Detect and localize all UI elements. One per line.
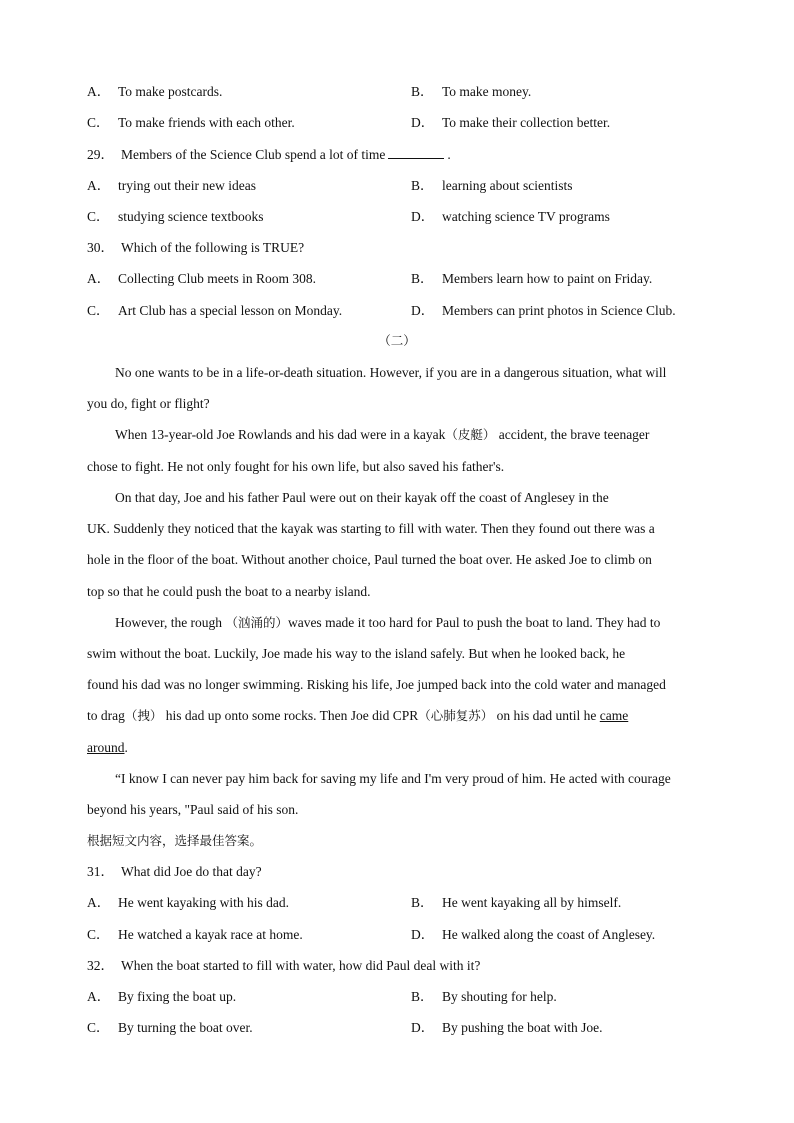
gloss-text: （拽） <box>124 708 163 723</box>
q31-option-a <box>87 894 289 912</box>
q30-option-d <box>411 302 676 320</box>
option-label: A． <box>87 989 111 1004</box>
passage-p2-line2: chose to fight. He not only fought for his own life, but also saved his father's. <box>87 459 505 474</box>
question-text: What did Joe do that day? <box>121 864 262 879</box>
passage-text: However, the rough <box>115 615 226 630</box>
option-label: B． <box>411 178 434 193</box>
option-label: D． <box>411 115 435 130</box>
passage-text: When 13-year-old Joe Rowlands and his dad were in a kayak <box>115 427 446 442</box>
passage-p5-line2: beyond his years, "Paul said of his son. <box>87 802 299 817</box>
option-text: To make postcards. <box>118 84 223 99</box>
passage-p4-line2: swim without the boat. Luckily, Joe made his way to the island safely. But when he looked back, he <box>87 646 626 661</box>
q28-option-c <box>87 114 295 132</box>
option-text: By turning the boat over. <box>118 1020 253 1035</box>
option-label: C． <box>87 1020 110 1035</box>
option-text: By shouting for help. <box>442 989 557 1004</box>
option-label: D． <box>411 927 435 942</box>
option-text: By fixing the boat up. <box>118 989 237 1004</box>
question-text: Which of the following is TRUE? <box>121 240 305 255</box>
option-label: B． <box>411 84 434 99</box>
q31-option-d <box>411 926 655 944</box>
passage-p1-line1: No one wants to be in a life-or-death situation. However, if you are in a dangerous situation, what will <box>115 365 667 380</box>
option-label: A． <box>87 178 111 193</box>
option-label: C． <box>87 115 110 130</box>
option-text: To make their collection better. <box>442 115 611 130</box>
passage-p2-line1 <box>87 426 737 444</box>
q29-stem <box>87 146 451 164</box>
passage-text: on his dad until he <box>493 708 600 723</box>
q32-stem <box>87 957 480 975</box>
option-text: Art Club has a special lesson on Monday. <box>118 303 343 318</box>
question-number: 29． <box>87 147 114 162</box>
q32-option-b <box>411 988 557 1006</box>
option-label: D． <box>411 303 435 318</box>
option-text: He went kayaking with his dad. <box>118 895 289 910</box>
passage-p4-line4 <box>87 707 709 725</box>
option-text: studying science textbooks <box>118 209 264 224</box>
gloss-text: （心肺复苏） <box>418 708 494 723</box>
q29-option-b <box>411 177 572 195</box>
option-text: To make money. <box>442 84 532 99</box>
q30-option-c <box>87 302 342 320</box>
q28-option-a <box>87 83 222 101</box>
passage-text: his dad up onto some rocks. Then Joe did CPR <box>162 708 419 723</box>
passage-p4-line1 <box>87 614 737 632</box>
passage-p3-line3: hole in the floor of the boat. Without another choice, Paul turned the boat over. He asked Joe to climb on <box>87 552 652 567</box>
q32-option-a <box>87 988 236 1006</box>
passage-p4-line5 <box>87 739 709 757</box>
passage-p5-line1: “I know I can never pay him back for saving my life and I'm very proud of him. He acted with courage <box>115 771 671 786</box>
q32-option-c <box>87 1019 253 1037</box>
question-end: . <box>447 147 451 162</box>
option-text: trying out their new ideas <box>118 178 256 193</box>
option-text: Collecting Club meets in Room 308. <box>118 271 316 286</box>
q31-option-c <box>87 926 303 944</box>
option-label: B． <box>411 895 434 910</box>
underlined-phrase: around <box>87 740 125 755</box>
option-label: C． <box>87 927 110 942</box>
passage-text: waves made it too hard for Paul to push the boat to land. They had to <box>287 615 661 630</box>
passage-p1-line2: you do, fight or flight? <box>87 396 210 411</box>
q31-stem <box>87 863 262 881</box>
q32-option-d <box>411 1019 603 1037</box>
question-number: 30． <box>87 240 114 255</box>
q29-option-d <box>411 208 610 226</box>
option-label: C． <box>87 209 110 224</box>
option-label: C． <box>87 303 110 318</box>
option-text: Members learn how to paint on Friday. <box>442 271 653 286</box>
option-text: watching science TV programs <box>442 209 610 224</box>
underlined-phrase: came <box>599 708 629 723</box>
answer-blank <box>388 146 444 159</box>
option-label: A． <box>87 271 111 286</box>
passage-text: to drag <box>87 708 125 723</box>
option-label: D． <box>411 209 435 224</box>
instruction: 根据短文内容，选择最佳答案。 <box>87 833 263 848</box>
option-text: Members can print photos in Science Club. <box>442 303 676 318</box>
option-text: learning about scientists <box>442 178 573 193</box>
passage-p3-line4: top so that he could push the boat to a nearby island. <box>87 584 371 599</box>
passage-text: . <box>124 740 128 755</box>
passage-p3-line1: On that day, Joe and his father Paul were out on their kayak off the coast of Anglesey in the <box>115 490 609 505</box>
question-number: 32． <box>87 958 114 973</box>
option-text: He went kayaking all by himself. <box>442 895 622 910</box>
option-text: To make friends with each other. <box>118 115 295 130</box>
option-label: D． <box>411 1020 435 1035</box>
q29-option-c <box>87 208 263 226</box>
passage-p4-line3: found his dad was no longer swimming. Risking his life, Joe jumped back into the cold water and managed <box>87 677 666 692</box>
q28-option-b <box>411 83 531 101</box>
option-text: He walked along the coast of Anglesey. <box>442 927 656 942</box>
q30-stem <box>87 239 304 257</box>
q29-option-a <box>87 177 256 195</box>
q30-option-b <box>411 270 652 288</box>
option-label: B． <box>411 271 434 286</box>
question-text: When the boat started to fill with water, how did Paul deal with it? <box>121 958 481 973</box>
question-number: 31． <box>87 864 114 879</box>
option-label: A． <box>87 84 111 99</box>
q31-option-b <box>411 894 621 912</box>
option-text: He watched a kayak race at home. <box>118 927 303 942</box>
option-label: B． <box>411 989 434 1004</box>
question-text: Members of the Science Club spend a lot of time <box>121 147 386 162</box>
q28-option-d <box>411 114 610 132</box>
option-text: By pushing the boat with Joe. <box>442 1020 603 1035</box>
passage-text: accident, the brave teenager <box>495 427 650 442</box>
option-label: A． <box>87 895 111 910</box>
passage-p3-line2: UK. Suddenly they noticed that the kayak was starting to fill with water. Then they found out there was a <box>87 521 655 536</box>
gloss-text: （汹涌的） <box>225 615 288 630</box>
section-title: （二） <box>378 333 416 348</box>
gloss-text: （皮艇） <box>445 427 496 442</box>
q30-option-a <box>87 270 316 288</box>
